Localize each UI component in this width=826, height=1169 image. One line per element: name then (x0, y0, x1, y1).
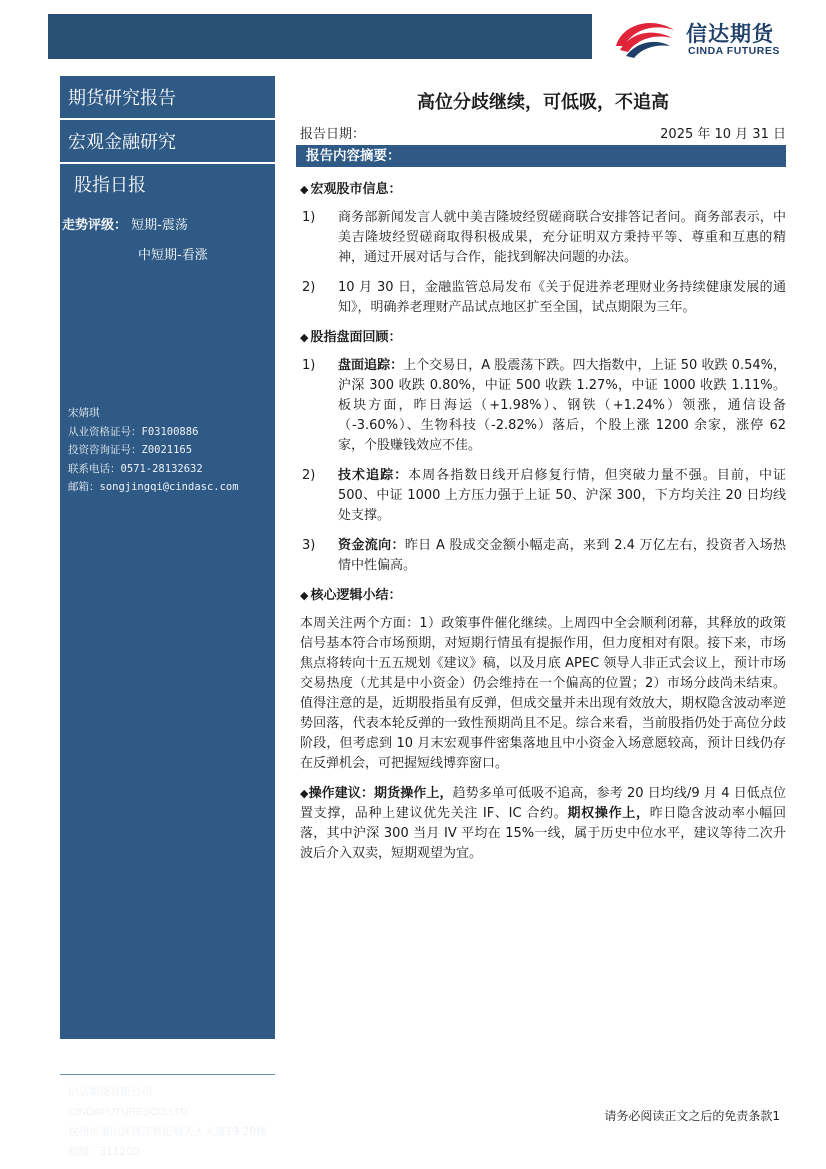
report-date-value: 2025 年 10 月 31 日 (660, 127, 786, 142)
options-label: 期权操作上， (567, 806, 650, 821)
company-address: 杭州市萧山区钱江世纪城天人大厦19-20楼 (68, 1126, 267, 1138)
rating-label: 走势评级： (62, 218, 128, 233)
analyst-phone: 联系电话：0571-28132632 (68, 462, 203, 475)
company-logo (612, 14, 812, 60)
company-name-en: CINDAFUTURESCO.LTD (68, 1106, 188, 1118)
macro-section-heading: ◆ 宏观股市信息： (300, 182, 402, 197)
report-category: 宏观金融研究 (60, 120, 275, 162)
advice-paragraph (300, 784, 786, 864)
diamond-bullet-icon: ◆ (300, 589, 309, 602)
list-item: 1) 商务部新闻发言人就中美吉隆坡经贸磋商联合安排答记者问。商务部表示，中美吉隆坡经贸磋商取得积极成果，充分证明双方秉持平等、尊重和互惠的精神，通过开展对话与合作，能找到解决问题的办法。 (302, 210, 786, 265)
company-info (60, 1074, 275, 1162)
report-body (300, 178, 786, 874)
list-item: 1) 盘面追踪：上个交易日，A 股震荡下跌。四大指数中，上证 50 收跌 0.54%，沪深 300 收跌 0.80%，中证 500 收跌 1.27%，中证 1000 收跌 1.11%。板块方面，昨日海运（+1.98%）、钢铁（+1.24%）领涨，通信设备（-3.60%）、生物科技（-2.82%）落后，个股上涨 1200 余家，涨停 62 家，个股赚钱效应不佳。 (302, 358, 786, 453)
rating-row-short (62, 214, 188, 233)
logic-section-heading: ◆ 核心逻辑小结： (300, 588, 402, 603)
diamond-bullet-icon: ◆ (300, 183, 309, 196)
logic-paragraph: 本周关注两个方面：1）政策事件催化继续。上周四中全会顺利闭幕，其释放的政策信号基本符合市场预期，对短期行情虽有提振作用，但力度相对有限。接下来，市场焦点将转向十五五规划《建议》稿，以及月底 APEC 领导人非正式会议上，预计市场交易热度（尤其是中小资金）仍会维持在一个偏高的位置；2）市场分歧尚未结束。值得注意的是，近期股指虽有反弹，但成交量并未出现有效放大，期权隐含波动率逆势回落，代表本轮反弹的一致性预期尚且不足。综合来看，当前股指仍处于高位分歧阶段，但考虑到 10 月末宏观事件密集落地且中小资金入场意愿较高，预计日线仍存在反弹机会，可把握短线博弈窗口。 (300, 616, 786, 771)
analyst-email: 邮箱：songjingqi@cindasc.com (68, 481, 239, 493)
disclaimer-note: 请务必阅读正文之后的免责条款1 (604, 1109, 780, 1123)
diamond-bullet-icon: ◆ (300, 787, 309, 800)
analyst-license: 从业资格证号：F03100886 (68, 425, 199, 438)
options-advice: 昨日隐含波动率小幅回落，其中沪深 300 当月 IV 平均在 15%一线，属于历史中位水平，建议等待二次升波后介入双卖，短期观望为宜。 (300, 806, 786, 861)
summary-heading: 报告内容摘要： (296, 145, 786, 167)
list-item: 2) 技术追踪：本周各指数日线开启修复行情，但突破力量不强。目前，中证 500、中证 1000 上方压力强于上证 50、沪深 300，下方均关注 20 日均线处支撑。 (302, 468, 786, 523)
advice-heading: 操作建议： (308, 786, 375, 801)
list-item: 3) 资金流向：昨日 A 股成交金额小幅走高，来到 2.4 万亿左右，投资者入场热情中性偏高。 (302, 538, 786, 573)
analyst-consult-license: 投资咨询证号：Z0021165 (68, 444, 193, 456)
report-type: 期货研究报告 (60, 76, 275, 118)
logo-chinese-name: 信达期货 (686, 22, 774, 46)
review-section-heading: ◆ 股指盘面回顾： (300, 330, 402, 345)
logo-mark-icon (612, 16, 678, 58)
sidebar (60, 76, 275, 1158)
header-banner (48, 14, 592, 59)
futures-label: 期货操作上， (374, 786, 453, 801)
report-date-label: 报告日期： (300, 127, 366, 142)
rating-mid-term: 中短期-看涨 (138, 248, 208, 263)
analyst-name: 宋婧琪 (68, 407, 100, 419)
analyst-contact (68, 404, 239, 497)
company-name-cn: 信达期货有限公司 (68, 1086, 152, 1098)
logo-english-name: CINDA FUTURES (688, 45, 780, 57)
rating-panel (60, 204, 275, 1158)
report-title: 高位分歧继续，可低吸，不追高 (417, 92, 669, 113)
rating-short-term: 短期-震荡 (131, 218, 188, 233)
company-postcode: 邮编：311200 (68, 1146, 140, 1158)
diamond-bullet-icon: ◆ (300, 331, 309, 344)
list-item: 2) 10 月 30 日，金融监管总局发布《关于促进养老理财业务持续健康发展的通知》，明确养老理财产品试点地区扩至全国，试点期限为三年。 (302, 280, 786, 315)
futures-advice: 趋势多单可低吸不追高，参考 20 日均线/9 月 4 日低点位置支撑，品种上建议优先关注 IF、IC 合约。 (300, 786, 786, 821)
report-subcategory: 股指日报 (60, 164, 275, 204)
